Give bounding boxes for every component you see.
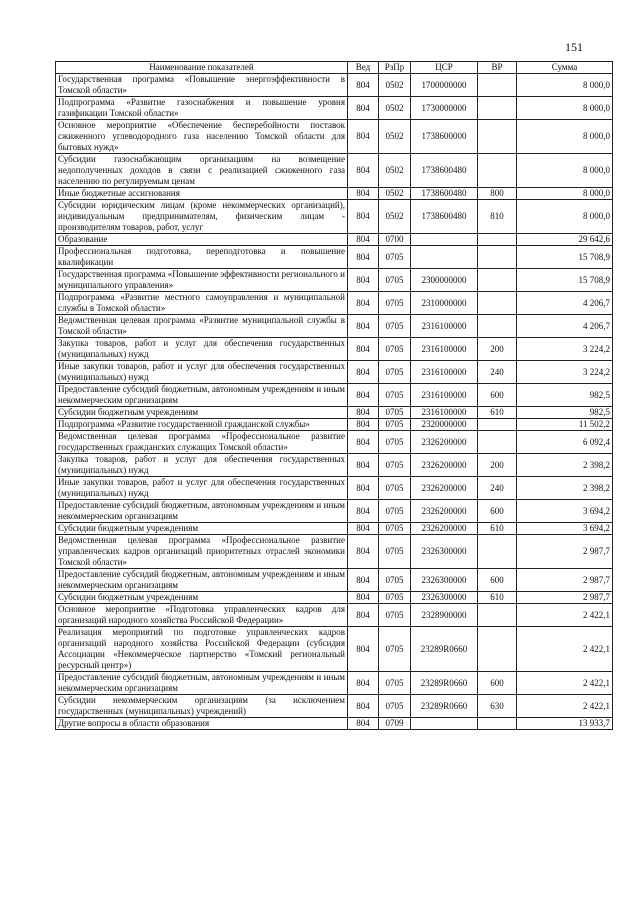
- cell-sum: 982,5: [517, 384, 613, 407]
- cell-name: Ведомственная целевая программа «Профессиональное развитие государственных гражданских служащих Томской области»: [56, 431, 348, 454]
- cell-ved: 804: [348, 718, 379, 730]
- cell-sum: 8 000,0: [517, 120, 613, 154]
- cell-csr: 2328900000: [411, 604, 478, 627]
- cell-name: Подпрограмма «Развитие газоснабжения и повышение уровня газификации Томской области»: [56, 97, 348, 120]
- cell-sum: 4 206,7: [517, 315, 613, 338]
- cell-ved: 804: [348, 120, 379, 154]
- cell-rzpr: 0705: [379, 535, 411, 569]
- table-row: [56, 315, 613, 338]
- cell-csr: 2326200000: [411, 523, 478, 535]
- table-row: [56, 718, 613, 730]
- cell-vr: [478, 604, 517, 627]
- table-row: [56, 569, 613, 592]
- cell-vr: 800: [478, 188, 517, 200]
- cell-rzpr: 0705: [379, 523, 411, 535]
- cell-sum: 3 694,2: [517, 500, 613, 523]
- cell-rzpr: 0502: [379, 188, 411, 200]
- cell-sum: 8 000,0: [517, 74, 613, 97]
- table-row: [56, 154, 613, 188]
- cell-vr: [478, 269, 517, 292]
- cell-sum: 4 206,7: [517, 292, 613, 315]
- cell-sum: 8 000,0: [517, 200, 613, 234]
- cell-sum: 2 422,1: [517, 604, 613, 627]
- cell-name: Субсидии бюджетным учреждениям: [56, 407, 348, 419]
- cell-rzpr: 0705: [379, 604, 411, 627]
- cell-csr: 2300000000: [411, 269, 478, 292]
- cell-ved: 804: [348, 154, 379, 188]
- table-row: [56, 454, 613, 477]
- table-row: [56, 604, 613, 627]
- cell-sum: 8 000,0: [517, 188, 613, 200]
- cell-rzpr: 0502: [379, 154, 411, 188]
- table-row: [56, 431, 613, 454]
- cell-vr: [478, 627, 517, 672]
- table-row: [56, 234, 613, 246]
- table-row: [56, 361, 613, 384]
- cell-rzpr: 0705: [379, 500, 411, 523]
- cell-vr: 200: [478, 454, 517, 477]
- cell-rzpr: 0705: [379, 454, 411, 477]
- cell-name: Предоставление субсидий бюджетным, автономным учреждениям и иным некоммерческим организациям: [56, 569, 348, 592]
- cell-vr: [478, 315, 517, 338]
- cell-ved: 804: [348, 477, 379, 500]
- cell-name: Профессиональная подготовка, переподготовка и повышение квалификации: [56, 246, 348, 269]
- header-vr: ВР: [478, 62, 517, 74]
- cell-csr: 2310000000: [411, 292, 478, 315]
- header-ved: Вед: [348, 62, 379, 74]
- cell-vr: [478, 431, 517, 454]
- cell-sum: 982,5: [517, 407, 613, 419]
- cell-ved: 804: [348, 74, 379, 97]
- table-row: [56, 535, 613, 569]
- cell-vr: 600: [478, 672, 517, 695]
- cell-name: Иные закупки товаров, работ и услуг для обеспечения государственных (муниципальных) нужд: [56, 361, 348, 384]
- cell-sum: 15 708,9: [517, 246, 613, 269]
- table-row: [56, 477, 613, 500]
- cell-name: Основное мероприятие «Обеспечение бесперебойности поставок сжиженного углеводородного газа населению Томской области для бытовых нужд»: [56, 120, 348, 154]
- table-row: [56, 200, 613, 234]
- cell-ved: 804: [348, 292, 379, 315]
- cell-vr: 240: [478, 477, 517, 500]
- cell-csr: 2316100000: [411, 315, 478, 338]
- cell-csr: 2316100000: [411, 384, 478, 407]
- cell-rzpr: 0502: [379, 74, 411, 97]
- cell-name: Государственная программа «Повышение энергоэффективности в Томской области»: [56, 74, 348, 97]
- cell-ved: 804: [348, 672, 379, 695]
- cell-name: Закупка товаров, работ и услуг для обеспечения государственных (муниципальных) нужд: [56, 454, 348, 477]
- table-row: [56, 269, 613, 292]
- cell-name: Субсидии газоснабжающим организациям на возмещение недополученных доходов в связи с реализацией сжиженного газа населению по регулируемым ценам: [56, 154, 348, 188]
- cell-sum: 2 398,2: [517, 454, 613, 477]
- cell-vr: 610: [478, 523, 517, 535]
- cell-rzpr: 0700: [379, 234, 411, 246]
- cell-vr: [478, 234, 517, 246]
- cell-csr: 1738600480: [411, 154, 478, 188]
- cell-name: Реализация мероприятий по подготовке управленческих кадров организаций народного хозяйства Российской Федерации (субсидия Ассоциации «Некоммерческое партнерство «Томский региональный ресурсный центр»): [56, 627, 348, 672]
- cell-csr: 2326200000: [411, 500, 478, 523]
- cell-ved: 804: [348, 361, 379, 384]
- cell-sum: 6 092,4: [517, 431, 613, 454]
- cell-ved: 804: [348, 269, 379, 292]
- cell-rzpr: 0709: [379, 718, 411, 730]
- cell-vr: [478, 246, 517, 269]
- cell-csr: 23289R0660: [411, 695, 478, 718]
- cell-name: Закупка товаров, работ и услуг для обеспечения государственных (муниципальных) нужд: [56, 338, 348, 361]
- cell-rzpr: 0705: [379, 292, 411, 315]
- cell-ved: 804: [348, 338, 379, 361]
- table-row: [56, 97, 613, 120]
- cell-rzpr: 0705: [379, 431, 411, 454]
- cell-ved: 804: [348, 188, 379, 200]
- cell-name: Другие вопросы в области образования: [56, 718, 348, 730]
- cell-ved: 804: [348, 419, 379, 431]
- cell-name: Ведомственная целевая программа «Профессиональное развитие управленческих кадров организаций приоритетных отраслей экономики Томской области»: [56, 535, 348, 569]
- table-row: [56, 246, 613, 269]
- header-csr: ЦСР: [411, 62, 478, 74]
- cell-vr: 630: [478, 695, 517, 718]
- cell-sum: 3 694,2: [517, 523, 613, 535]
- cell-ved: 804: [348, 384, 379, 407]
- cell-ved: 804: [348, 500, 379, 523]
- cell-rzpr: 0705: [379, 315, 411, 338]
- cell-csr: 1738600480: [411, 188, 478, 200]
- cell-vr: [478, 154, 517, 188]
- table-row: [56, 292, 613, 315]
- cell-name: Подпрограмма «Развитие государственной гражданской службы»: [56, 419, 348, 431]
- table-row: [56, 74, 613, 97]
- table-body: [56, 74, 613, 730]
- cell-rzpr: 0502: [379, 120, 411, 154]
- cell-csr: 2316100000: [411, 407, 478, 419]
- cell-vr: 610: [478, 407, 517, 419]
- table-row: [56, 419, 613, 431]
- cell-ved: 804: [348, 454, 379, 477]
- cell-sum: 11 502,2: [517, 419, 613, 431]
- cell-csr: 2326200000: [411, 477, 478, 500]
- cell-vr: 600: [478, 384, 517, 407]
- cell-rzpr: 0705: [379, 338, 411, 361]
- cell-name: Основное мероприятие «Подготовка управленческих кадров для организаций народного хозяйства Российской Федерации»: [56, 604, 348, 627]
- table-header-row: [56, 62, 613, 74]
- cell-name: Иные закупки товаров, работ и услуг для обеспечения государственных (муниципальных) нужд: [56, 477, 348, 500]
- cell-vr: 610: [478, 592, 517, 604]
- cell-ved: 804: [348, 523, 379, 535]
- cell-name: Государственная программа «Повышение эффективности регионального и муниципального управления»: [56, 269, 348, 292]
- cell-rzpr: 0705: [379, 672, 411, 695]
- cell-sum: 8 000,0: [517, 154, 613, 188]
- cell-csr: [411, 246, 478, 269]
- cell-vr: [478, 718, 517, 730]
- cell-name: Предоставление субсидий бюджетным, автономным учреждениям и иным некоммерческим организациям: [56, 384, 348, 407]
- cell-csr: 23289R0660: [411, 672, 478, 695]
- cell-sum: 8 000,0: [517, 97, 613, 120]
- cell-vr: 240: [478, 361, 517, 384]
- cell-csr: 2320000000: [411, 419, 478, 431]
- cell-sum: 15 708,9: [517, 269, 613, 292]
- cell-name: Подпрограмма «Развитие местного самоуправления и муниципальной службы в Томской области»: [56, 292, 348, 315]
- cell-rzpr: 0705: [379, 627, 411, 672]
- table-row: [56, 338, 613, 361]
- table-row: [56, 592, 613, 604]
- cell-vr: 810: [478, 200, 517, 234]
- cell-sum: 2 987,7: [517, 535, 613, 569]
- table-row: [56, 695, 613, 718]
- cell-ved: 804: [348, 200, 379, 234]
- cell-name: Субсидии некоммерческим организациям (за исключением государственных (муниципальных) учреждений): [56, 695, 348, 718]
- cell-rzpr: 0705: [379, 246, 411, 269]
- cell-sum: 2 987,7: [517, 592, 613, 604]
- header-rzpr: РзПр: [379, 62, 411, 74]
- cell-rzpr: 0705: [379, 361, 411, 384]
- cell-name: Субсидии юридическим лицам (кроме некоммерческих организаций), индивидуальным предпринимателям, физическим лицам - производителям товаров, работ, услуг: [56, 200, 348, 234]
- page-number: 151: [565, 40, 583, 54]
- cell-csr: 2326300000: [411, 535, 478, 569]
- cell-rzpr: 0502: [379, 200, 411, 234]
- table-row: [56, 523, 613, 535]
- cell-sum: 2 422,1: [517, 627, 613, 672]
- cell-csr: 1738600480: [411, 200, 478, 234]
- cell-csr: 2326200000: [411, 454, 478, 477]
- cell-vr: [478, 120, 517, 154]
- cell-ved: 804: [348, 695, 379, 718]
- table-row: [56, 188, 613, 200]
- budget-table: [55, 61, 613, 730]
- cell-csr: [411, 234, 478, 246]
- table-row: [56, 627, 613, 672]
- cell-ved: 804: [348, 627, 379, 672]
- cell-name: Образование: [56, 234, 348, 246]
- cell-rzpr: 0705: [379, 384, 411, 407]
- cell-rzpr: 0705: [379, 269, 411, 292]
- cell-ved: 804: [348, 97, 379, 120]
- cell-csr: 2326300000: [411, 569, 478, 592]
- cell-rzpr: 0705: [379, 695, 411, 718]
- cell-csr: 1730000000: [411, 97, 478, 120]
- cell-rzpr: 0502: [379, 97, 411, 120]
- cell-name: Субсидии бюджетным учреждениям: [56, 523, 348, 535]
- header-name: Наименование показателей: [56, 62, 348, 74]
- cell-vr: [478, 419, 517, 431]
- table-row: [56, 407, 613, 419]
- cell-sum: 2 987,7: [517, 569, 613, 592]
- cell-ved: 804: [348, 431, 379, 454]
- cell-csr: 1700000000: [411, 74, 478, 97]
- cell-vr: 200: [478, 338, 517, 361]
- cell-ved: 804: [348, 592, 379, 604]
- cell-rzpr: 0705: [379, 419, 411, 431]
- cell-csr: 23289R0660: [411, 627, 478, 672]
- cell-vr: 600: [478, 569, 517, 592]
- cell-csr: 1738600000: [411, 120, 478, 154]
- cell-rzpr: 0705: [379, 569, 411, 592]
- table-row: [56, 672, 613, 695]
- cell-name: Иные бюджетные ассигнования: [56, 188, 348, 200]
- cell-sum: 3 224,2: [517, 338, 613, 361]
- cell-vr: [478, 292, 517, 315]
- cell-sum: 3 224,2: [517, 361, 613, 384]
- cell-ved: 804: [348, 604, 379, 627]
- cell-ved: 804: [348, 407, 379, 419]
- cell-ved: 804: [348, 569, 379, 592]
- cell-sum: 29 642,6: [517, 234, 613, 246]
- cell-csr: 2326200000: [411, 431, 478, 454]
- cell-rzpr: 0705: [379, 477, 411, 500]
- cell-vr: [478, 74, 517, 97]
- cell-sum: 2 398,2: [517, 477, 613, 500]
- cell-rzpr: 0705: [379, 592, 411, 604]
- cell-vr: [478, 535, 517, 569]
- cell-ved: 804: [348, 246, 379, 269]
- cell-sum: 2 422,1: [517, 695, 613, 718]
- table-row: [56, 500, 613, 523]
- cell-csr: 2316100000: [411, 338, 478, 361]
- table-row: [56, 120, 613, 154]
- cell-ved: 804: [348, 315, 379, 338]
- cell-vr: 600: [478, 500, 517, 523]
- cell-name: Предоставление субсидий бюджетным, автономным учреждениям и иным некоммерческим организациям: [56, 672, 348, 695]
- cell-sum: 2 422,1: [517, 672, 613, 695]
- cell-ved: 804: [348, 234, 379, 246]
- table-row: [56, 384, 613, 407]
- cell-csr: [411, 718, 478, 730]
- cell-name: Предоставление субсидий бюджетным, автономным учреждениям и иным некоммерческим организациям: [56, 500, 348, 523]
- cell-csr: 2316100000: [411, 361, 478, 384]
- cell-name: Ведомственная целевая программа «Развитие муниципальной службы в Томской области»: [56, 315, 348, 338]
- cell-rzpr: 0705: [379, 407, 411, 419]
- cell-name: Субсидии бюджетным учреждениям: [56, 592, 348, 604]
- header-sum: Сумма: [517, 62, 613, 74]
- cell-csr: 2326300000: [411, 592, 478, 604]
- cell-ved: 804: [348, 535, 379, 569]
- cell-vr: [478, 97, 517, 120]
- cell-sum: 13 933,7: [517, 718, 613, 730]
